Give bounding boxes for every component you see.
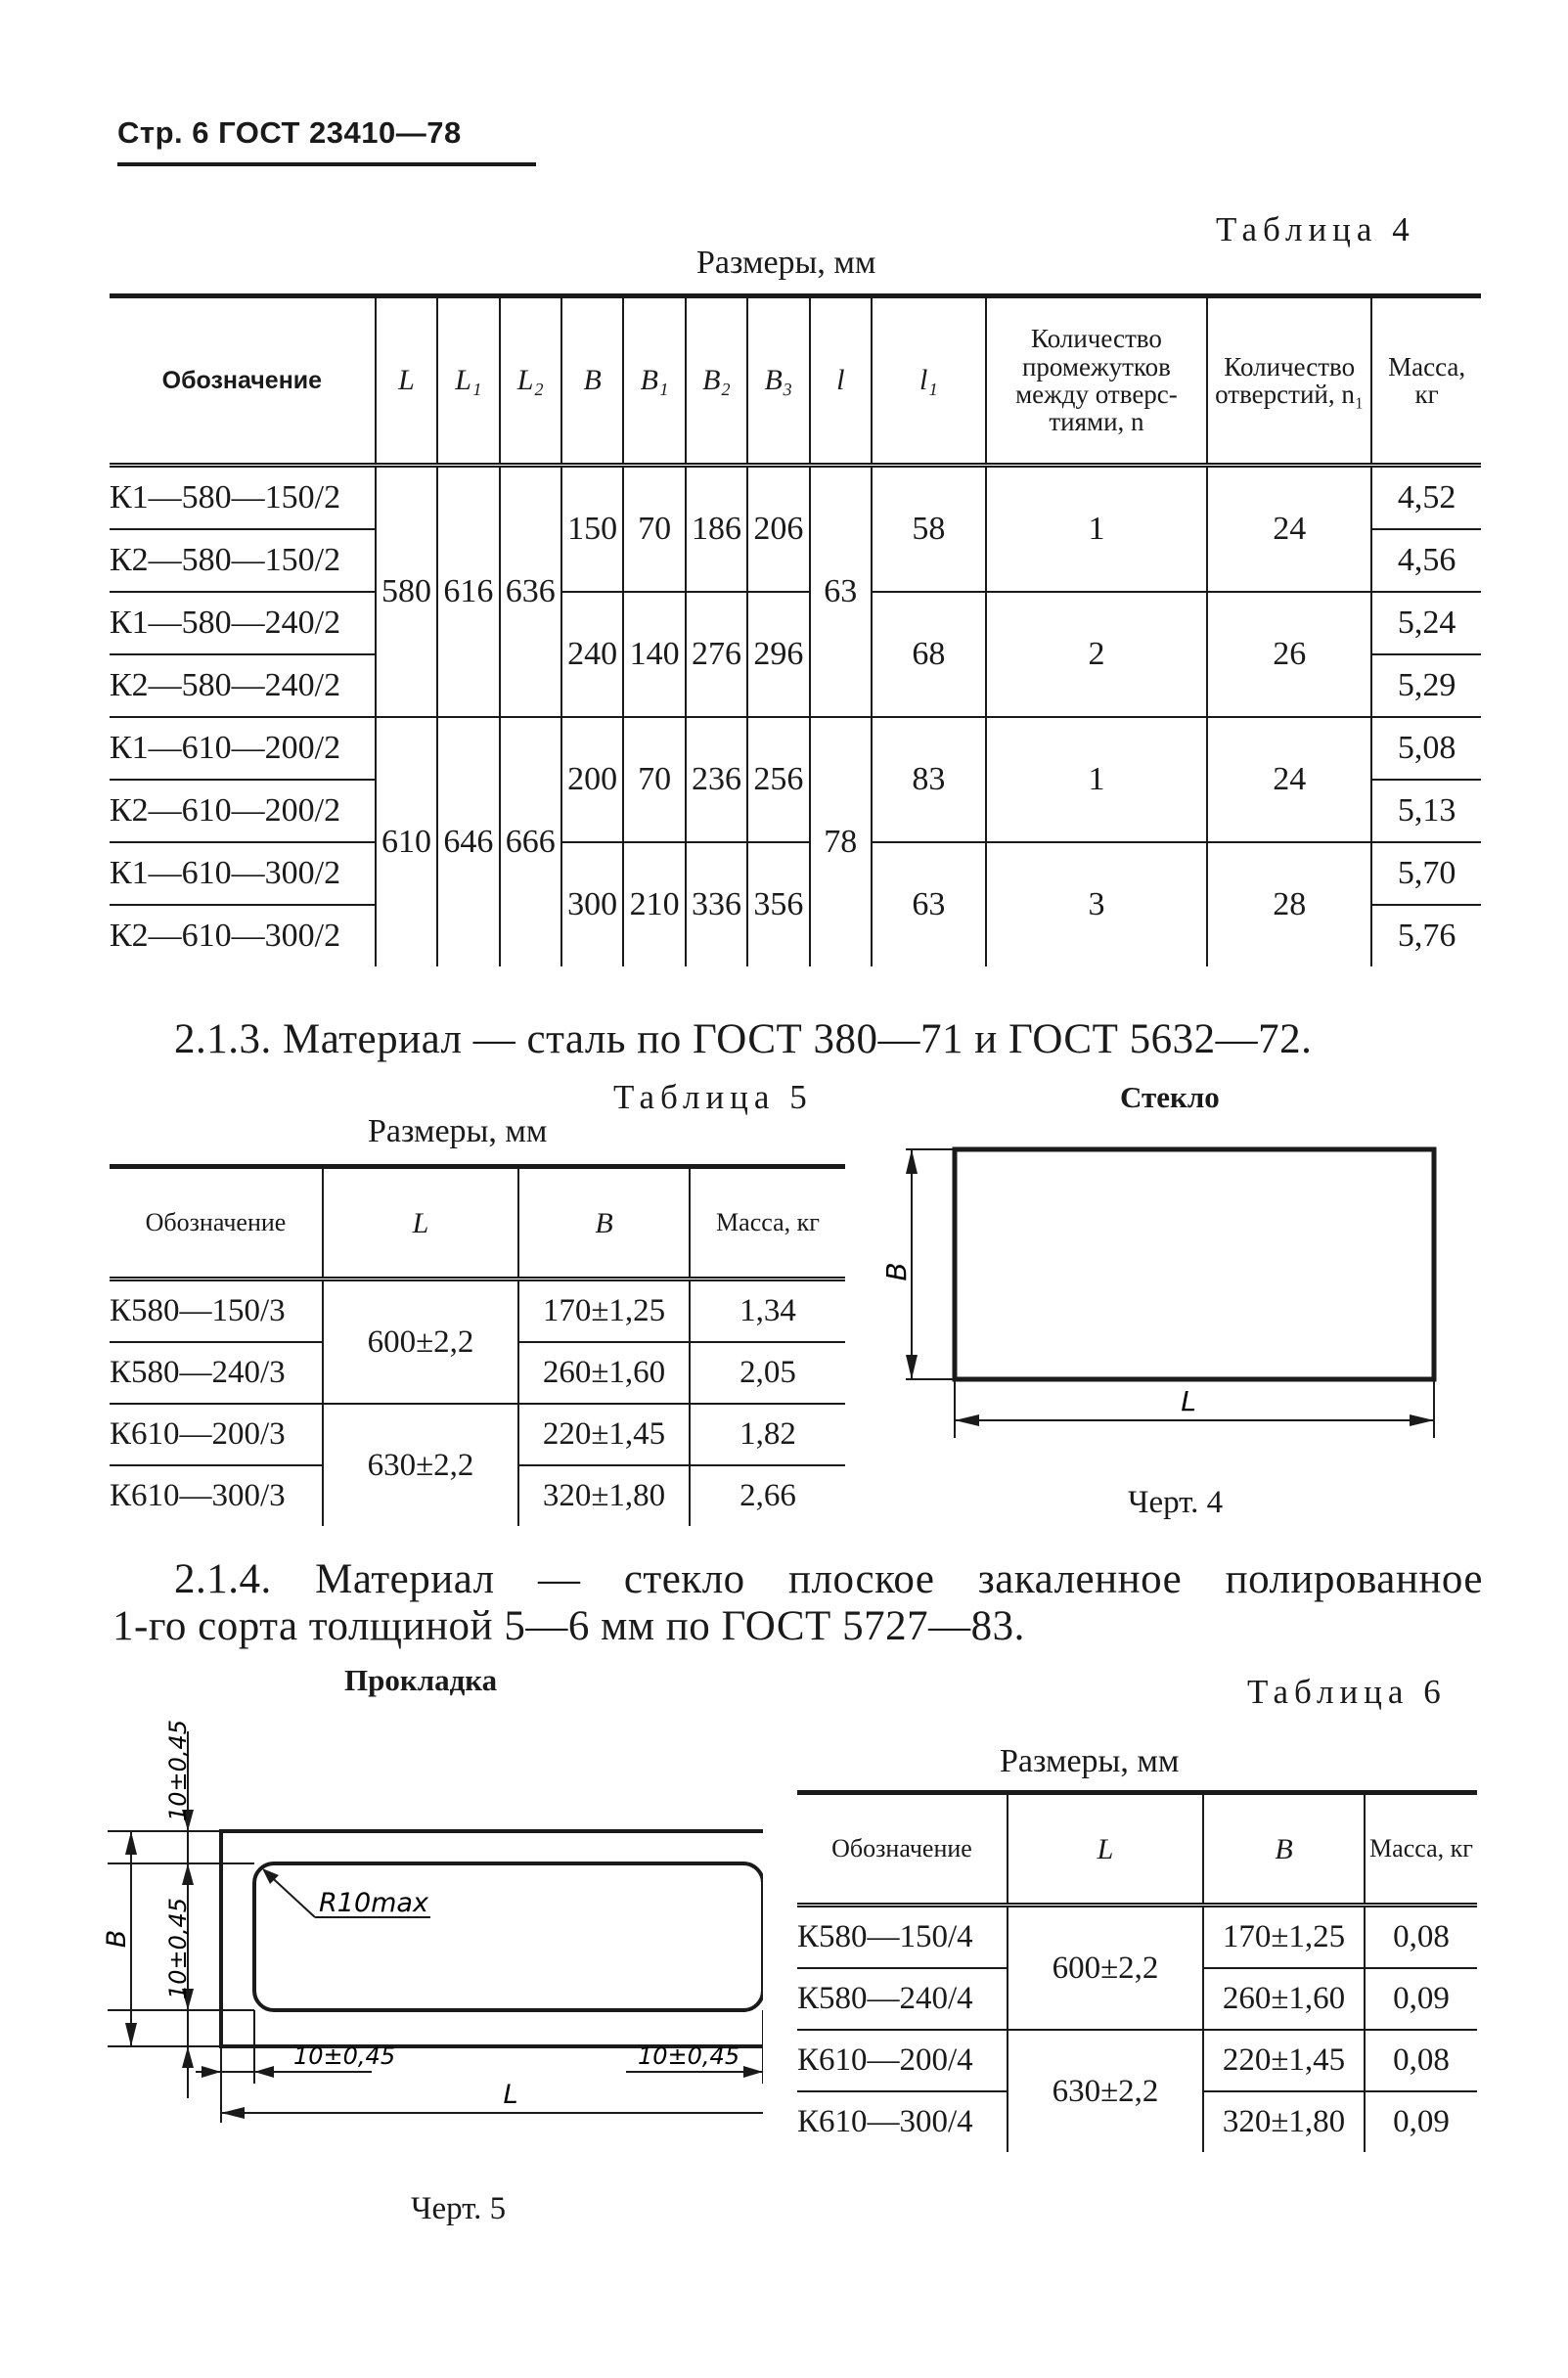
gasket-label-L: L [503, 2080, 518, 2110]
designation-cell: К2—610—300/2 [110, 918, 341, 954]
B-cell: 170±1,25 [518, 1279, 690, 1343]
designation-cell: К2—580—150/2 [110, 529, 376, 592]
B-cell: 300 [561, 842, 623, 966]
L-cell: 580 [376, 466, 437, 718]
table6-caption: Таблица 6 [1247, 1673, 1447, 1711]
table5 [110, 1164, 845, 1526]
figure5-caption: Черт. 5 [411, 2191, 507, 2226]
col-L2: L₂ [500, 296, 561, 466]
L2-cell: 666 [500, 717, 561, 966]
holes-cell: 26 [1207, 592, 1371, 717]
designation-cell: К1—580—150/2 [110, 466, 376, 530]
col-l: l [810, 296, 872, 466]
mass-cell: 0,08 [1365, 2030, 1477, 2091]
l-cell: 63 [810, 466, 872, 718]
mass-cell: 0,09 [1365, 1968, 1477, 2030]
col-B: B [518, 1167, 690, 1279]
table5-header-row [110, 1167, 845, 1279]
B3-cell: 256 [747, 717, 809, 842]
table4 [110, 293, 1481, 966]
designation-cell: К610—300/4 [797, 2104, 973, 2139]
mass-cell: 0,08 [1365, 1906, 1477, 1969]
col-designation: Обозначение [110, 1167, 323, 1279]
header-rule [117, 162, 536, 166]
designation-cell: К580—150/4 [797, 1906, 1008, 1969]
gasket-tol-bottom-left: 10±0,45 [293, 2042, 396, 2070]
L-cell: 630±2,2 [323, 1404, 518, 1526]
B-cell: 260±1,60 [518, 1342, 690, 1404]
mass-cell: 4,56 [1371, 529, 1481, 592]
mass-cell: 0,09 [1365, 2091, 1477, 2152]
B-cell: 150 [561, 466, 623, 593]
B1-cell: 70 [623, 466, 685, 593]
B-cell: 260±1,60 [1203, 1968, 1365, 2030]
col-designation: Обозначение [110, 296, 376, 466]
gaps-cell: 1 [986, 717, 1207, 842]
B2-cell: 276 [686, 592, 747, 717]
designation-cell: К580—240/3 [110, 1342, 323, 1404]
B3-cell: 206 [747, 466, 809, 593]
B-cell: 220±1,45 [1203, 2030, 1365, 2091]
l1-cell: 58 [872, 466, 986, 593]
table6-units: Размеры, мм [1000, 1743, 1180, 1779]
B2-cell: 186 [686, 466, 747, 593]
B3-cell: 296 [747, 592, 809, 717]
l1-cell: 68 [872, 592, 986, 717]
mass-cell: 5,08 [1371, 717, 1481, 780]
paragraph-2-1-3: 2.1.3. Материал — сталь по ГОСТ 380—71 и ГОСТ 5632—72. [174, 1016, 1313, 1062]
designation-cell: К2—610—200/2 [110, 780, 376, 842]
designation-cell: К580—240/4 [797, 1968, 1008, 2030]
mass-cell: 5,70 [1371, 842, 1481, 905]
l1-cell: 83 [872, 717, 986, 842]
L-cell: 610 [376, 717, 437, 966]
page-header: Стр. 6 ГОСТ 23410—78 [117, 115, 462, 150]
gaps-cell: 3 [986, 842, 1207, 966]
table-row [110, 717, 1481, 780]
col-B: B [561, 296, 623, 466]
table4-units: Размеры, мм [696, 245, 876, 281]
B-cell: 200 [561, 717, 623, 842]
B2-cell: 336 [686, 842, 747, 966]
designation-cell: К1—580—240/2 [110, 592, 376, 654]
table5-units: Размеры, мм [368, 1113, 548, 1149]
gasket-tol-bottom-right: 10±0,45 [638, 2042, 740, 2070]
mass-cell: 2,05 [690, 1342, 845, 1404]
L1-cell: 646 [437, 717, 499, 966]
B3-cell: 356 [747, 842, 809, 966]
mass-cell: 5,29 [1371, 654, 1481, 717]
col-l1: l₁ [872, 296, 986, 466]
paragraph-2-1-4-line2: 1-го сорта толщиной 5—6 мм по ГОСТ 5727—83. [112, 1603, 1025, 1649]
designation-cell: К580—150/3 [110, 1279, 323, 1343]
table6-header-row [797, 1793, 1477, 1906]
gasket-drawing [78, 1712, 763, 2181]
table-row [797, 2030, 1477, 2091]
B1-cell: 210 [623, 842, 685, 966]
mass-cell: 5,24 [1371, 592, 1481, 654]
col-L: L [1008, 1793, 1203, 1906]
holes-cell: 24 [1207, 717, 1371, 842]
col-gaps: Количество промежутков между отверстиями, n [986, 296, 1207, 466]
gaps-cell: 1 [986, 466, 1207, 593]
mass-cell: 5,13 [1371, 780, 1481, 842]
B-cell: 320±1,80 [518, 1465, 690, 1526]
paragraph-2-1-4-line1: 2.1.4. Материал — стекло плоское закаленное полированное [174, 1556, 1483, 1602]
col-B1: B₁ [623, 296, 685, 466]
mass-cell: 2,66 [690, 1465, 845, 1526]
col-mass: Масса, кг [690, 1167, 845, 1279]
table5-caption: Таблица 5 [613, 1078, 813, 1116]
col-B: B [1203, 1793, 1365, 1906]
L-cell: 600±2,2 [323, 1279, 518, 1405]
L-cell: 600±2,2 [1008, 1906, 1203, 2031]
glass-label-L: L [1181, 1385, 1196, 1417]
col-holes: Количество отверстий, n₁ [1207, 296, 1371, 466]
B-cell: 220±1,45 [518, 1404, 690, 1465]
col-mass: Масса, кг [1365, 1793, 1477, 1906]
B1-cell: 70 [623, 717, 685, 842]
B1-cell: 140 [623, 592, 685, 717]
col-B2: B₂ [686, 296, 747, 466]
mass-cell: 1,34 [690, 1279, 845, 1343]
gasket-tol-top: 10±0,45 [164, 1719, 192, 1822]
B2-cell: 236 [686, 717, 747, 842]
L-cell: 630±2,2 [1008, 2030, 1203, 2152]
gasket-tol-left: 10±0,45 [164, 1897, 192, 2000]
l1-cell: 63 [872, 842, 986, 966]
gasket-title: Прокладка [344, 1663, 498, 1697]
L2-cell: 636 [500, 466, 561, 718]
glass-drawing [871, 1135, 1457, 1448]
col-mass: Масса, кг [1371, 296, 1481, 466]
gasket-inner [254, 1863, 763, 2010]
mass-cell: 4,52 [1371, 466, 1481, 530]
gaps-cell: 2 [986, 592, 1207, 717]
table4-caption: Таблица 4 [1216, 210, 1415, 248]
designation-cell: К610—200/3 [110, 1404, 323, 1465]
B-cell: 320±1,80 [1203, 2091, 1365, 2152]
glass-label-B: B [880, 1262, 913, 1281]
table-row [110, 466, 1481, 530]
table-row [110, 1404, 845, 1465]
col-L: L [376, 296, 437, 466]
table-row [110, 842, 1481, 905]
B-cell: 240 [561, 592, 623, 717]
table-row [110, 1279, 845, 1343]
gasket-label-B: B [102, 1929, 132, 1949]
col-L1: L₁ [437, 296, 499, 466]
glass-outline [955, 1149, 1434, 1379]
designation-cell: К2—580—240/2 [110, 654, 376, 717]
l-cell: 78 [810, 717, 872, 966]
table-row [110, 592, 1481, 654]
glass-title: Стекло [1120, 1080, 1220, 1114]
designation-cell: К1—610—200/2 [110, 717, 376, 780]
gasket-radius-label: R10max [319, 1888, 428, 1918]
table6 [797, 1790, 1477, 2152]
figure4-caption: Черт. 4 [1128, 1485, 1224, 1520]
mass-cell: 5,76 [1371, 905, 1481, 966]
designation-cell: К610—300/3 [110, 1478, 286, 1513]
col-L: L [323, 1167, 518, 1279]
designation-cell: К1—610—300/2 [110, 842, 376, 905]
table-row [797, 1906, 1477, 1969]
col-B3: B₃ [747, 296, 809, 466]
holes-cell: 28 [1207, 842, 1371, 966]
L1-cell: 616 [437, 466, 499, 718]
holes-cell: 24 [1207, 466, 1371, 593]
B-cell: 170±1,25 [1203, 1906, 1365, 1969]
col-designation: Обозначение [797, 1793, 1008, 1906]
designation-cell: К610—200/4 [797, 2030, 1008, 2091]
table4-header-row [110, 296, 1481, 466]
mass-cell: 1,82 [690, 1404, 845, 1465]
